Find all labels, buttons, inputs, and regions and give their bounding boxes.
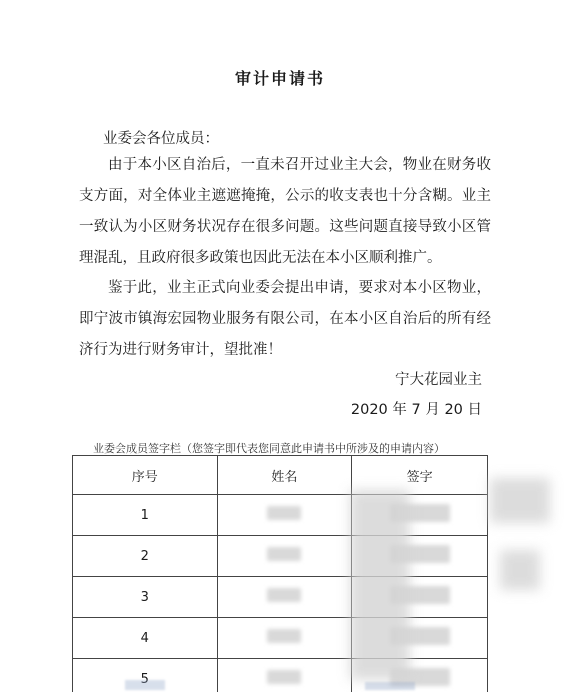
name-cell: [217, 659, 352, 692]
table-row: [73, 618, 488, 659]
document-title: 审计申请书: [234, 69, 325, 88]
header-signature: 签字: [352, 456, 488, 495]
table-row: [73, 536, 488, 577]
signature-date: 2020 年 7 月 20 日: [350, 402, 482, 418]
name-cell: [217, 577, 352, 618]
scan-mark: [125, 680, 165, 690]
header-name: 姓名: [217, 456, 352, 495]
name-cell: [217, 618, 352, 659]
redacted-name: [267, 588, 301, 602]
row-number: 1: [73, 495, 218, 536]
redacted-name: [267, 629, 301, 643]
paragraph-reason: 由于本小区自治后，一直未召开过业主大会，物业在财务收支方面，对全体业主遮遮掩掩，公示的收支表也十分含糊。业主一致认为小区财务状况存在很多问题。这些问题直接导致小区管理混乱，且政府很多政策也因此无法在本小区顺利推广。: [79, 157, 491, 266]
table-header-row: [73, 456, 488, 495]
signature-owner: 宁大花园业主: [395, 372, 482, 388]
redaction-blur: [350, 490, 410, 680]
redaction-blur: [490, 478, 550, 523]
row-number: 4: [73, 618, 218, 659]
scan-mark: [365, 682, 415, 690]
greeting-line: 业委会各位成员：: [103, 131, 219, 147]
table-row: [73, 495, 488, 536]
redacted-name: [267, 547, 301, 561]
row-number: 3: [73, 577, 218, 618]
redacted-name: [267, 670, 301, 684]
redaction-blur: [500, 550, 540, 590]
table-row: [73, 577, 488, 618]
members-signature-table: [72, 455, 488, 692]
row-number: 5: [73, 659, 218, 692]
header-number: 序号: [73, 456, 218, 495]
name-cell: [217, 536, 352, 577]
name-cell: [217, 495, 352, 536]
paragraph-request: 鉴于此，业主正式向业委会提出申请，要求对本小区物业，即宁波市镇海宏园物业服务有限公司，在本小区自治后的所有经济行为进行财务审计，望批准！: [79, 280, 491, 358]
table-caption: 业委会成员签字栏（您签字即代表您同意此申请书中所涉及的申请内容）: [93, 442, 445, 455]
redacted-name: [267, 506, 301, 520]
row-number: 2: [73, 536, 218, 577]
